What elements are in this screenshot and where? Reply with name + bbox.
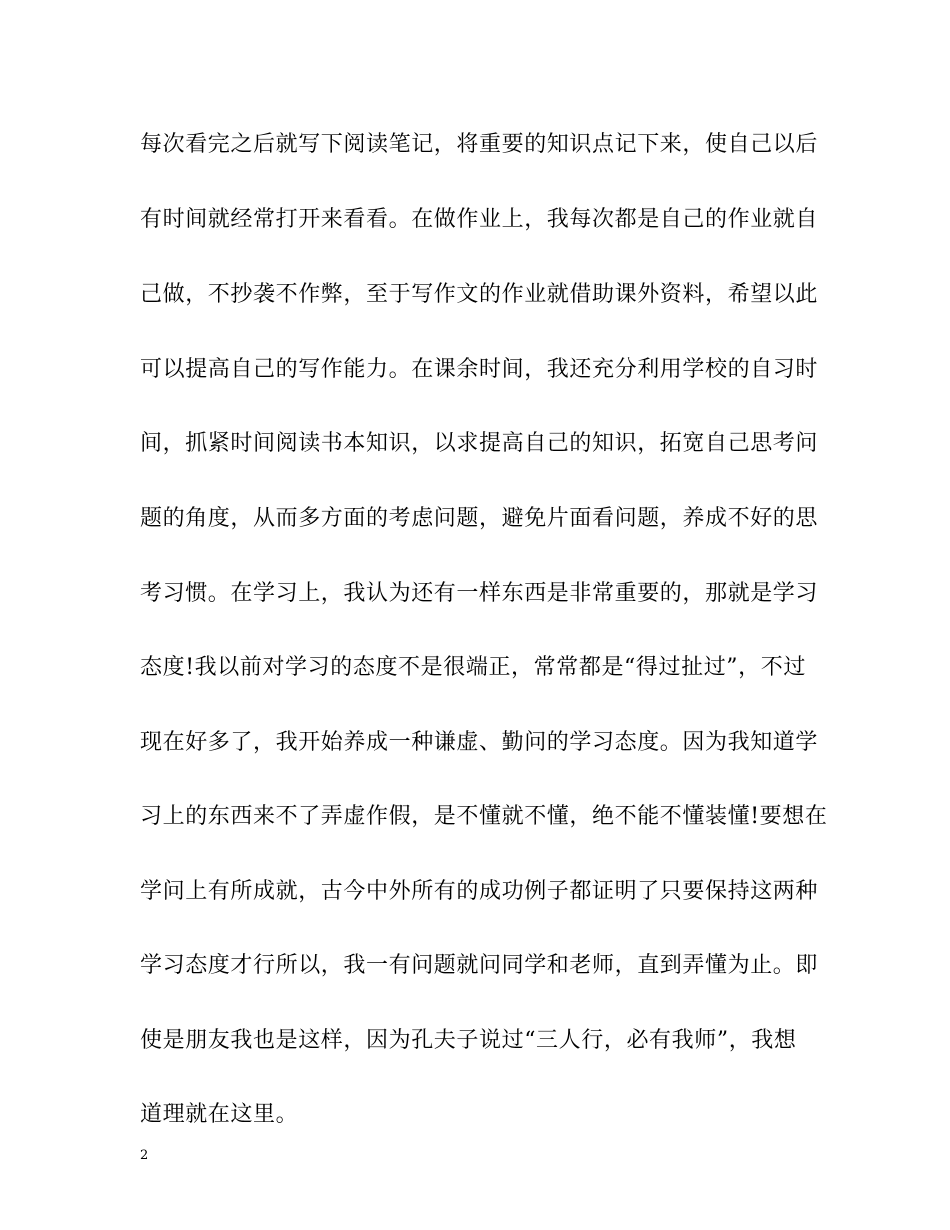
text-line: 使是朋友我也是这样，因为孔夫子说过“三人行，必有我师”，我想: [140, 1028, 797, 1053]
text-line: 有时间就经常打开来看看。在做作业上，我每次都是自己的作业就自: [140, 207, 819, 232]
text-line: 己做，不抄袭不作弊，至于写作文的作业就借助课外资料，希望以此: [140, 282, 819, 307]
text-line: 可以提高自己的写作能力。在课余时间，我还充分利用学校的自习时: [140, 357, 819, 382]
text-line: 习上的东西来不了弄虚作假，是不懂就不懂，绝不能不懂装懂!要想在: [140, 804, 828, 829]
text-line: 现在好多了，我开始养成一种谦虚、勤问的学习态度。因为我知道学: [140, 730, 819, 755]
text-line: 道理就在这里。: [140, 1102, 299, 1127]
text-line: 间，抓紧时间阅读书本知识，以求提高自己的知识，拓宽自己思考问: [140, 431, 819, 456]
text-line: 题的角度，从而多方面的考虑问题，避免片面看问题，养成不好的思: [140, 506, 819, 531]
text-line: 学问上有所成就，古今中外所有的成功例子都证明了只要保持这两种: [140, 879, 819, 904]
text-line: 每次看完之后就写下阅读笔记，将重要的知识点记下来，使自己以后: [140, 132, 819, 157]
text-line: 学习态度才行所以，我一有问题就问同学和老师，直到弄懂为止。即: [140, 953, 819, 978]
text-line: 考习惯。在学习上，我认为还有一样东西是非常重要的，那就是学习: [140, 581, 819, 606]
page-number: 2: [140, 1148, 149, 1163]
text-line: 态度!我以前对学习的态度不是很端正，常常都是“得过扯过”，不过: [140, 655, 806, 680]
